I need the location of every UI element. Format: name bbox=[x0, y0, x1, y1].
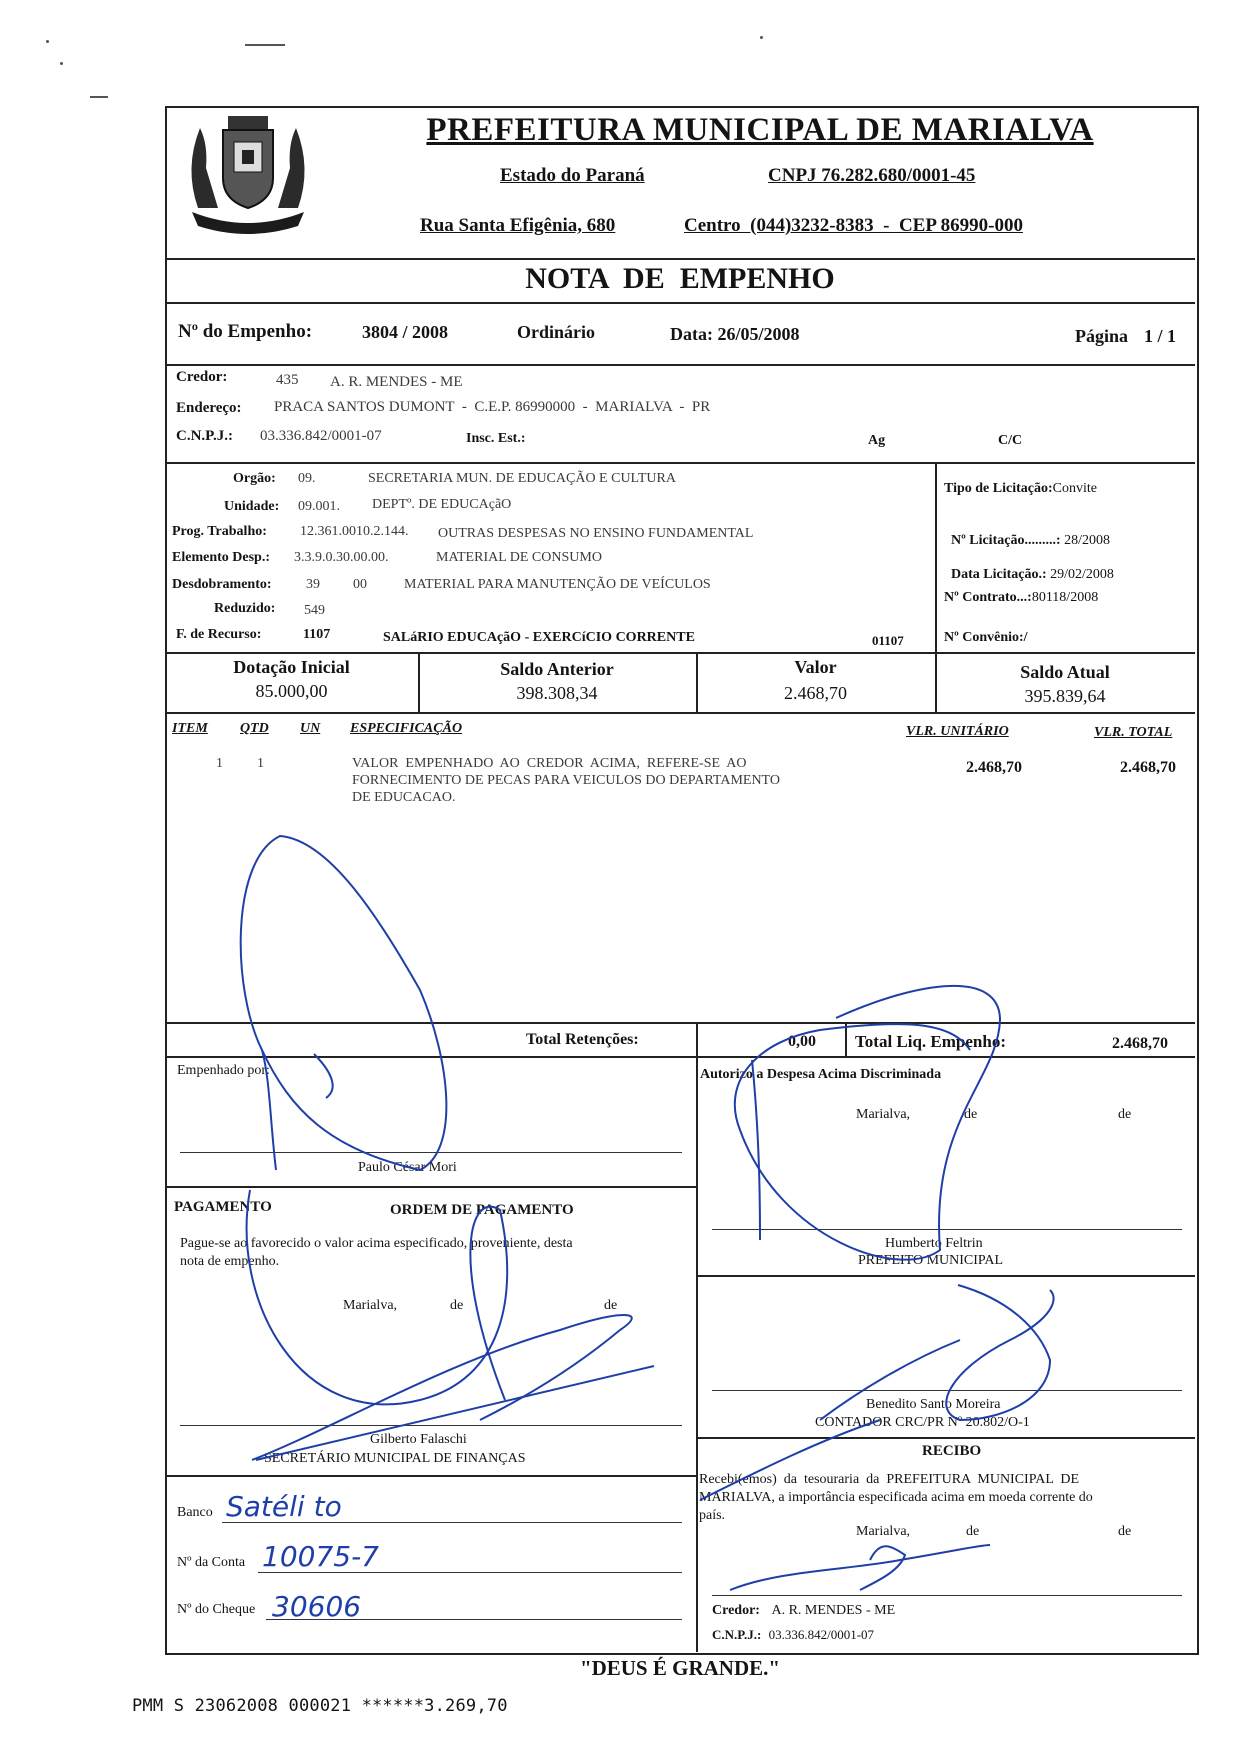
recurso-ref: 01107 bbox=[872, 633, 904, 648]
licitacao-data-label: Data Licitação.: bbox=[951, 567, 1051, 582]
pagamento-label: PAGAMENTO bbox=[174, 1199, 272, 1215]
licitacao-convenio: Nº Convênio:/ bbox=[944, 630, 1028, 645]
recibo-credor-label: Credor: bbox=[712, 1603, 760, 1618]
page-number-value: 1 / 1 bbox=[1144, 326, 1177, 346]
contador-name: Benedito Santo Moreira bbox=[866, 1397, 1001, 1412]
item-spec-line-1: VALOR EMPENHADO AO CREDOR ACIMA, REFERE-SE AO bbox=[352, 756, 747, 771]
cnpj-label: CNPJ 76.282.680/0001-45 bbox=[768, 165, 976, 186]
licitacao-numero-value: 28/2008 bbox=[1064, 533, 1110, 548]
empenhado-name: Paulo César Mori bbox=[358, 1160, 457, 1175]
banco-label: Banco bbox=[177, 1505, 213, 1520]
col-unit: VLR. UNITÁRIO bbox=[906, 724, 1009, 739]
ordem-text-line-1: Pague-se ao favorecido o valor acima especificado, proveniente, desta bbox=[180, 1236, 573, 1251]
col-total: VLR. TOTAL bbox=[1094, 725, 1173, 740]
cnpj-credor-value: 03.336.842/0001-07 bbox=[260, 428, 382, 444]
state-label: Estado do Paraná bbox=[500, 165, 645, 186]
item-total-value: 2.468,70 bbox=[1120, 759, 1176, 776]
empenho-label: Nº do Empenho: bbox=[178, 321, 313, 342]
item-spec-line-2: FORNECIMENTO DE PECAS PARA VEICULOS DO DEPARTAMENTO bbox=[352, 773, 780, 788]
recibo-title: RECIBO bbox=[922, 1443, 982, 1459]
pagamento-city: Marialva, bbox=[343, 1298, 398, 1313]
empenho-number: 3804 / 2008 bbox=[362, 322, 449, 342]
recibo-text-line-1: Recebi(emos) da tesouraria da PREFEITURA MUNICIPAL DE bbox=[699, 1472, 1080, 1487]
autorizo-de-1: de bbox=[964, 1107, 978, 1122]
document-title: NOTA DE EMPENHO bbox=[525, 262, 835, 295]
page-title: PREFEITURA MUNICIPAL DE MARIALVA bbox=[426, 112, 1094, 148]
total-liquido-value: 2.468,70 bbox=[1112, 1035, 1168, 1052]
pagamento-de-2: de bbox=[604, 1298, 618, 1313]
licitacao-numero-label: Nº Licitação.........: bbox=[951, 533, 1065, 548]
item-spec-line-3: DE EDUCACAO. bbox=[352, 790, 456, 805]
recurso-label: F. de Recurso: bbox=[176, 627, 262, 642]
endereco-label: Endereço: bbox=[176, 400, 242, 416]
empenho-kind: Ordinário bbox=[517, 322, 596, 342]
autorizo-city: Marialva, bbox=[856, 1107, 911, 1122]
secretario-name: Gilberto Falaschi bbox=[370, 1432, 467, 1447]
recibo-credor-name: A. R. MENDES - ME bbox=[771, 1603, 896, 1618]
endereco-value: PRACA SANTOS DUMONT - C.E.P. 86990000 - MARIALVA - PR bbox=[274, 399, 711, 415]
col-qtd: QTD bbox=[240, 721, 269, 736]
licitacao-contrato-label: Nº Contrato...: bbox=[944, 590, 1032, 605]
total-liquido-label: Total Liq. Empenho: bbox=[855, 1032, 1006, 1051]
orgao-code: 09. bbox=[298, 471, 316, 486]
valor-value: 2.468,70 bbox=[784, 683, 847, 703]
recibo-cnpj-label: C.N.P.J.: bbox=[712, 1627, 762, 1642]
cheque-value: 30606 bbox=[272, 1590, 362, 1623]
licitacao-data-value: 29/02/2008 bbox=[1050, 567, 1114, 582]
licitacao-tipo-value: Convite bbox=[1052, 481, 1097, 496]
dotacao-value: 85.000,00 bbox=[255, 681, 328, 701]
prefeito-title: PREFEITO MUNICIPAL bbox=[858, 1253, 1004, 1268]
recibo-cnpj-value: 03.336.842/0001-07 bbox=[768, 1627, 875, 1642]
banco-value: Satéli to bbox=[226, 1490, 342, 1523]
conta-value: 10075-7 bbox=[262, 1540, 379, 1573]
valor-label: Valor bbox=[794, 657, 837, 677]
reduzido-value: 549 bbox=[304, 603, 325, 618]
prefeito-name: Humberto Feltrin bbox=[885, 1236, 983, 1251]
col-un: UN bbox=[300, 721, 321, 736]
prog-label: Prog. Trabalho: bbox=[172, 524, 267, 539]
credor-name: A. R. MENDES - ME bbox=[330, 374, 463, 390]
insc-label: Insc. Est.: bbox=[466, 431, 526, 446]
item-unit-value: 2.468,70 bbox=[966, 759, 1022, 776]
cnpj-credor-label: C.N.P.J.: bbox=[176, 428, 233, 444]
licitacao-contrato-value: 80118/2008 bbox=[1031, 590, 1099, 605]
footer-motto: "DEUS É GRANDE." bbox=[579, 1656, 781, 1680]
recibo-city: Marialva, bbox=[856, 1524, 911, 1539]
bank-stamp: PMM S 23062008 000021 ******3.269,70 bbox=[132, 1696, 508, 1716]
saldo-atual-label: Saldo Atual bbox=[1020, 662, 1110, 682]
address-label: Centro (044)3232-8383 - CEP 86990-000 bbox=[684, 215, 1023, 236]
desdobramento-a: 39 bbox=[306, 577, 320, 592]
autorizo-label: Autorizo a Despesa Acima Discriminada bbox=[700, 1067, 942, 1082]
secretario-title: SECRETÁRIO MUNICIPAL DE FINANÇAS bbox=[264, 1451, 526, 1466]
pagamento-de-1: de bbox=[450, 1298, 464, 1313]
unidade-code: 09.001. bbox=[298, 499, 340, 514]
retencoes-label: Total Retenções: bbox=[526, 1031, 639, 1048]
desdobramento-b: 00 bbox=[353, 577, 367, 592]
ag-label: Ag bbox=[868, 433, 886, 448]
empenho-date: Data: 26/05/2008 bbox=[670, 324, 800, 344]
page-number-label: Página bbox=[1075, 326, 1129, 346]
orgao-label: Orgão: bbox=[233, 471, 276, 486]
col-spec: ESPECIFICAÇÃO bbox=[350, 721, 463, 736]
desdobramento-name: MATERIAL PARA MANUTENÇÃO DE VEÍCULOS bbox=[404, 577, 711, 592]
recurso-name: SALáRIO EDUCAçãO - EXERCíCIO CORRENTE bbox=[383, 630, 695, 645]
reduzido-label: Reduzido: bbox=[214, 601, 276, 616]
recibo-de-1: de bbox=[966, 1524, 980, 1539]
prog-code: 12.361.0010.2.144. bbox=[300, 524, 409, 539]
elemento-label: Elemento Desp.: bbox=[172, 550, 270, 565]
recurso-code: 1107 bbox=[303, 627, 331, 642]
cc-label: C/C bbox=[998, 433, 1023, 448]
prog-name: OUTRAS DESPESAS NO ENSINO FUNDAMENTAL bbox=[438, 526, 754, 541]
orgao-name: SECRETARIA MUN. DE EDUCAÇÃO E CULTURA bbox=[368, 471, 676, 486]
item-qtd: 1 bbox=[257, 756, 264, 771]
col-item: ITEM bbox=[172, 721, 208, 736]
saldo-anterior-label: Saldo Anterior bbox=[500, 659, 614, 679]
recibo-text-line-3: país. bbox=[699, 1508, 726, 1523]
autorizo-de-2: de bbox=[1118, 1107, 1132, 1122]
empenhado-label: Empenhado por: bbox=[177, 1063, 270, 1078]
desdobramento-label: Desdobramento: bbox=[172, 577, 272, 592]
ordem-pagamento-label: ORDEM DE PAGAMENTO bbox=[390, 1202, 574, 1218]
saldo-atual-value: 395.839,64 bbox=[1024, 686, 1106, 706]
recibo-de-2: de bbox=[1118, 1524, 1132, 1539]
credor-code: 435 bbox=[276, 372, 299, 388]
dotacao-label: Dotação Inicial bbox=[233, 657, 350, 677]
retencoes-value: 0,00 bbox=[788, 1033, 816, 1050]
street-label: Rua Santa Efigênia, 680 bbox=[420, 215, 616, 236]
elemento-name: MATERIAL DE CONSUMO bbox=[436, 550, 602, 565]
recibo-text-line-2: MARIALVA, a importância especificada acima em moeda corrente do bbox=[699, 1490, 1093, 1505]
contador-title: CONTADOR CRC/PR Nº 20.802/O-1 bbox=[815, 1415, 1030, 1430]
item-number: 1 bbox=[216, 756, 223, 771]
conta-label: Nº da Conta bbox=[177, 1555, 246, 1570]
ordem-text-line-2: nota de empenho. bbox=[180, 1254, 280, 1269]
cheque-label: Nº do Cheque bbox=[177, 1602, 256, 1617]
signature-strokes bbox=[241, 836, 1054, 1590]
credor-label: Credor: bbox=[176, 369, 228, 385]
unidade-name: DEPTº. DE EDUCAçãO bbox=[372, 497, 512, 512]
licitacao-tipo-label: Tipo de Licitação: bbox=[944, 481, 1053, 496]
elemento-code: 3.3.9.0.30.00.00. bbox=[294, 550, 389, 565]
saldo-anterior-value: 398.308,34 bbox=[516, 683, 598, 703]
unidade-label: Unidade: bbox=[224, 499, 280, 514]
